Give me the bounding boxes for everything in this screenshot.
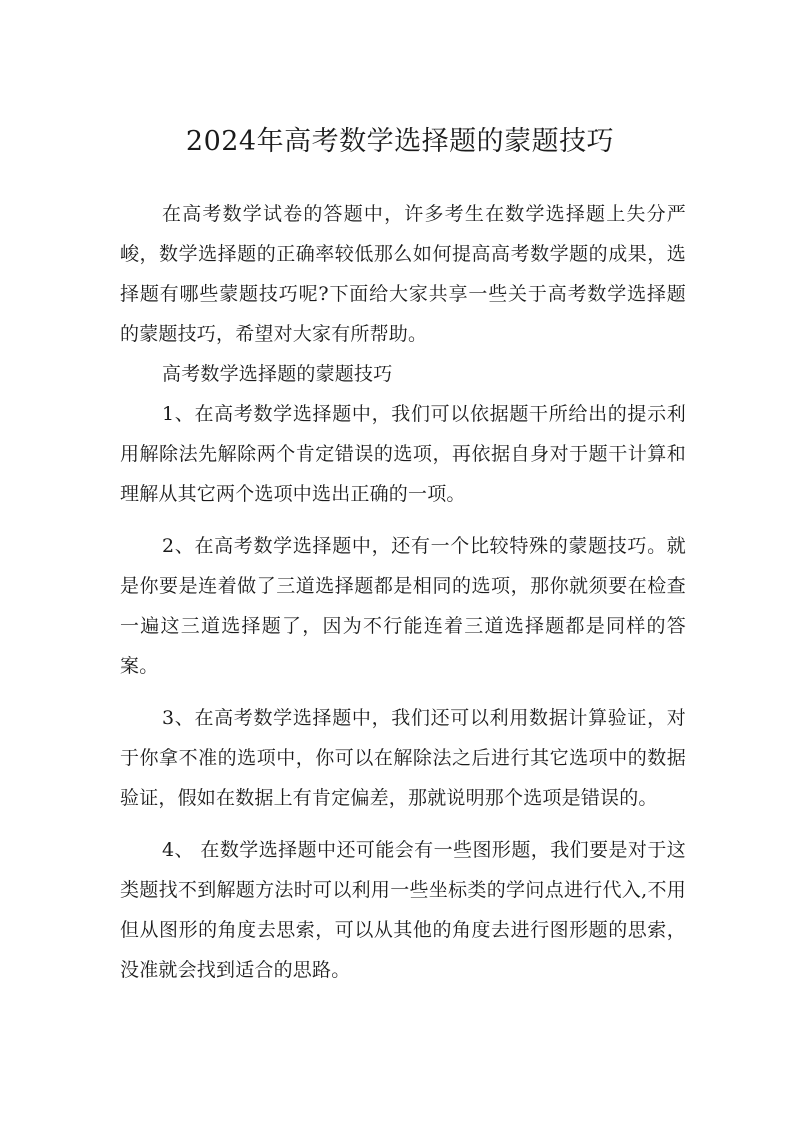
intro-paragraph: 在高考数学试卷的答题中，许多考生在数学选择题上失分严峻，数学选择题的正确率较低那么如何提高高考数学题的成果，选择题有哪些蒙题技巧呢?下面给大家共享一些关于高考数学选择题的蒙题技巧，希望对大家有所帮助。 <box>120 203 686 345</box>
tip-paragraph-1: 1、在高考数学选择题中，我们可以依据题干所给出的提示利用解除法先解除两个肯定错误的选项，再依据自身对于题干计算和理解从其它两个选项中选出正确的一项。 <box>120 403 686 505</box>
tip-paragraph-3: 3、在高考数学选择题中，我们还可以利用数据计算验证，对于你拿不准的选项中，你可以在解除法之后进行其它选项中的数据验证，假如在数据上有肯定偏差，那就说明那个选项是错误的。 <box>120 707 686 809</box>
document-body <box>120 194 686 990</box>
tip-paragraph-4: 4、 在数学选择题中还可能会有一些图形题，我们要是对于这类题找不到解题方法时可以利用一些坐标类的学问点进行代入,不用但从图形的角度去思索，可以从其他的角度去进行图形题的思索，没准就会找到适合的思路。 <box>120 839 686 981</box>
document-title: 2024年高考数学选择题的蒙题技巧 <box>185 126 615 157</box>
tip-paragraph-2: 2、在高考数学选择题中，还有一个比较特殊的蒙题技巧。就是你要是连着做了三道选择题都是相同的选项，那你就须要在检查一遍这三道选择题了，因为不行能连着三道选择题都是同样的答案。 <box>120 535 686 677</box>
section-heading: 高考数学选择题的蒙题技巧 <box>162 363 393 385</box>
